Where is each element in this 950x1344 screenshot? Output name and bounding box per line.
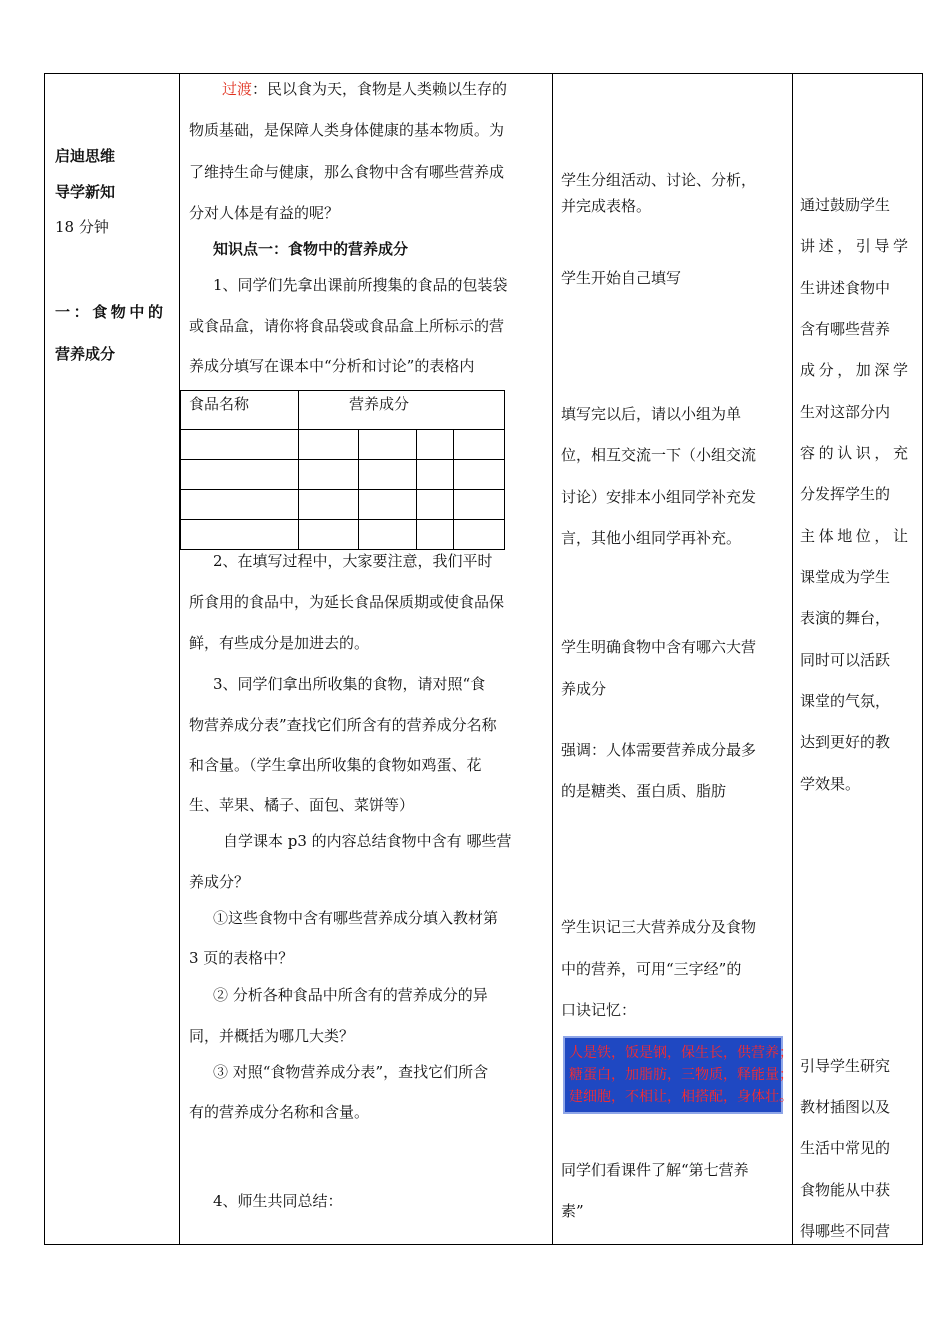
table-header-nutrients: 营养成分	[349, 395, 410, 413]
text-line: 口诀记忆：	[561, 1001, 637, 1019]
design-intent-column	[792, 74, 924, 1244]
text-line: 引导学生研究	[800, 1057, 891, 1075]
text-line: 讲述，引导学	[800, 237, 912, 255]
section-title: 一：食物中的	[55, 303, 167, 321]
text-line: 课堂的气氛，	[800, 692, 891, 710]
text-line: 容的认识，充	[800, 444, 912, 462]
knowledge-point-title: 知识点一：食物中的营养成分	[213, 240, 409, 258]
text-line: 表演的舞台，	[800, 609, 891, 627]
mnemonic-rhyme-box	[563, 1036, 793, 1114]
text-line: 通过鼓励学生	[800, 196, 891, 214]
text-line: 得哪些不同营	[800, 1222, 891, 1240]
text-line: 有的营养成分名称和含量。	[189, 1103, 370, 1121]
section-title: 营养成分	[55, 345, 116, 363]
transition-text: ：民以食为天，食物是人类赖以生存的	[252, 80, 508, 98]
text-line: 2、在填写过程中，大家要注意，我们平时	[213, 552, 493, 570]
text-line: 讨论）安排本小组同学补充发	[561, 488, 757, 506]
text-line: 同时可以活跃	[800, 651, 891, 669]
text-line: 生讲述食物中	[800, 279, 891, 297]
rhyme-line: 糖蛋白，加脂肪，三物质，释能量；	[569, 1067, 793, 1083]
transition-label: 过渡	[222, 80, 253, 98]
text-line: 并完成表格。	[561, 197, 652, 215]
table-header-food-name: 食品名称	[189, 395, 250, 413]
text-line: 物质基础，是保障人类身体健康的基本物质。为	[189, 121, 505, 139]
text-line: 了维持生命与健康，那么食物中含有哪些营养成	[189, 163, 505, 181]
lesson-plan-table	[44, 73, 923, 1245]
stage-heading: 导学新知	[55, 183, 116, 201]
text-line: ③ 对照“食物营养成分表”，查找它们所含	[213, 1063, 489, 1081]
text-line: 养成分？	[189, 873, 250, 891]
text-line: 学生分组活动、讨论、分析，	[561, 171, 757, 189]
text-line: 所食用的食品中，为延长食品保质期或使食品保	[189, 593, 505, 611]
text-line: 学生开始自己填写	[561, 269, 682, 287]
text-line: 课堂成为学生	[800, 568, 891, 586]
text-line: 或食品盒，请你将食品袋或食品盒上所标示的营	[189, 317, 505, 335]
text-line: 分对人体是有益的呢？	[189, 204, 340, 222]
text-line: 强调：人体需要营养成分最多	[561, 741, 757, 759]
text-line: 自学课本 p3 的内容总结食物中含有 哪些营	[223, 832, 512, 850]
text-line: 生、苹果、橘子、面包、菜饼等）	[189, 796, 415, 814]
text-line: 3 页的表格中？	[189, 949, 294, 967]
rhyme-line: 建细胞，不相让，相搭配，身体壮。	[569, 1089, 793, 1105]
rhyme-line: 人是铁，饭是钢，保生长，供营养；	[569, 1045, 793, 1061]
text-line: 学生识记三大营养成分及食物	[561, 918, 757, 936]
stage-duration: 18 分钟	[55, 218, 109, 236]
text-line: 同，并概括为哪几大类？	[189, 1027, 355, 1045]
text-line: 1、同学们先拿出课前所搜集的食品的包装袋	[213, 276, 508, 294]
text-line: 达到更好的教	[800, 733, 891, 751]
text-line: 分发挥学生的	[800, 485, 891, 503]
text-line: 教材插图以及	[800, 1098, 891, 1116]
teacher-activity-column-cont	[179, 74, 552, 1244]
text-line: 养成分填写在课本中“分析和讨论”的表格内	[189, 357, 475, 375]
text-line: 和含量。（学生拿出所收集的食物如鸡蛋、花	[189, 756, 482, 774]
text-line: 学生明确食物中含有哪六大营	[561, 638, 757, 656]
text-line: 学效果。	[800, 775, 861, 793]
text-line: 言，其他小组同学再补充。	[561, 529, 742, 547]
text-line: 3、同学们拿出所收集的食物，请对照“食	[213, 675, 486, 693]
stage-heading: 启迪思维	[55, 147, 116, 165]
stage-column	[45, 74, 179, 1244]
text-line: ①这些食物中含有哪些营养成分填入教材第	[213, 909, 499, 927]
text-line: 同学们看课件了解“第七营养	[561, 1161, 749, 1179]
text-line: 中的营养，可用“三字经”的	[561, 960, 742, 978]
text-line: 物营养成分表”查找它们所含有的营养成分名称	[189, 716, 497, 734]
text-line: 主体地位，让	[800, 527, 912, 545]
text-line: 成分，加深学	[800, 361, 912, 379]
text-line: ② 分析各种食品中所含有的营养成分的异	[213, 986, 488, 1004]
text-line: 4、师生共同总结：	[213, 1192, 343, 1210]
text-line: 养成分	[561, 680, 607, 698]
text-line: 位，相互交流一下（小组交流	[561, 446, 757, 464]
text-line: 鲜，有些成分是加进去的。	[189, 634, 370, 652]
text-line: 食物能从中获	[800, 1181, 891, 1199]
text-line: 填写完以后，请以小组为单	[561, 405, 742, 423]
text-line: 生对这部分内	[800, 403, 891, 421]
text-line: 生活中常见的	[800, 1139, 891, 1157]
text-line: 的是糖类、蛋白质、脂肪	[561, 782, 727, 800]
text-line: 素”	[561, 1202, 584, 1220]
text-line: 含有哪些营养	[800, 320, 891, 338]
